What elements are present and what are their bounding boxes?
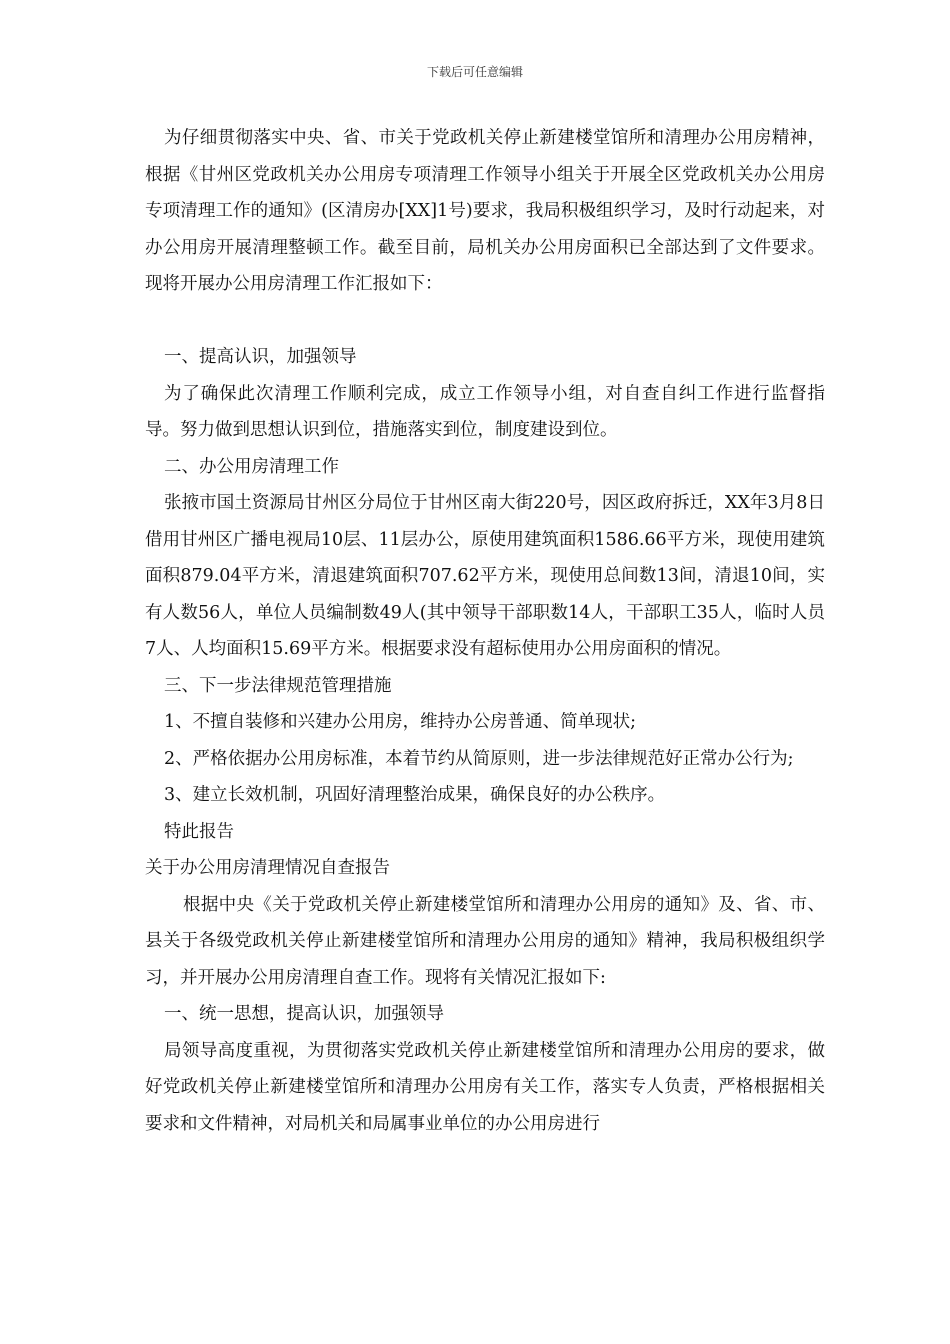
second-section1-heading: 一、统一思想，提高认识，加强领导 — [164, 1004, 444, 1024]
second-report-title: 关于办公用房清理情况自查报告 — [145, 858, 390, 878]
section1-paragraph: 为了确保此次清理工作顺利完成，成立工作领导小组，对自查自纠工作进行监督指导。努力做到思想认识到位，措施落实到位，制度建设到位。 — [145, 383, 825, 440]
section3-item-1: 1、不擅自装修和兴建办公用房，维持办公房普通、简单现状; — [164, 712, 637, 732]
document-body — [145, 120, 825, 1142]
paragraph-gap — [145, 303, 825, 340]
page-header: 下载后可任意编辑 — [426, 65, 523, 79]
closing-line: 特此报告 — [164, 821, 234, 842]
second-intro-paragraph: 根据中央《关于党政机关停止新建楼堂馆所和清理办公用房的通知》及、省、市、县关于各级党政机关停止新建楼堂馆所和清理办公用房的通知》精神，我局积极组织学习，并开展办公用房清理自查工作。现将有关情况汇报如下: — [145, 894, 825, 988]
section3-item-2: 2、严格依据办公用房标准，本着节约从简原则，进一步法律规范好正常办公行为; — [164, 748, 794, 769]
section2-heading: 二、办公用房清理工作 — [164, 456, 339, 477]
section3-heading: 三、下一步法律规范管理措施 — [164, 675, 392, 696]
section3-item-3: 3、建立长效机制，巩固好清理整治成果，确保良好的办公秩序。 — [164, 785, 666, 805]
second-section1-paragraph: 局领导高度重视，为贯彻落实党政机关停止新建楼堂馆所和清理办公用房的要求，做好党政机关停止新建楼堂馆所和清理办公用房有关工作，落实专人负责，严格根据相关要求和文件精神，对局机关和局属事业单位的办公用房进行 — [145, 1040, 825, 1134]
section1-heading: 一、提高认识，加强领导 — [164, 347, 357, 367]
intro-paragraph: 为仔细贯彻落实中央、省、市关于党政机关停止新建楼堂馆所和清理办公用房精神，根据《甘州区党政机关办公用房专项清理工作领导小组关于开展全区党政机关办公用房专项清理工作的通知》(区清房办[XX]1号)要求，我局积极组织学习，及时行动起来，对办公用房开展清理整顿工作。截至目前，局机关办公用房面积已全部达到了文件要求。现将开展办公用房清理工作汇报如下： — [145, 128, 825, 294]
section2-paragraph: 张掖市国土资源局甘州区分局位于甘州区南大街220号，因区政府拆迁，XX年3月8日借用甘州区广播电视局10层、11层办公，原使用建筑面积1586.66平方米，现使用建筑面积879.04平方米，清退建筑面积707.62平方米，现使用总间数13间，清退10间，实有人数56人，单位人员编制数49人(其中领导干部职数14人，干部职工35人，临时人员7人、人均面积15.69平方米。根据要求没有超标使用办公用房面积的情况。 — [145, 493, 825, 659]
